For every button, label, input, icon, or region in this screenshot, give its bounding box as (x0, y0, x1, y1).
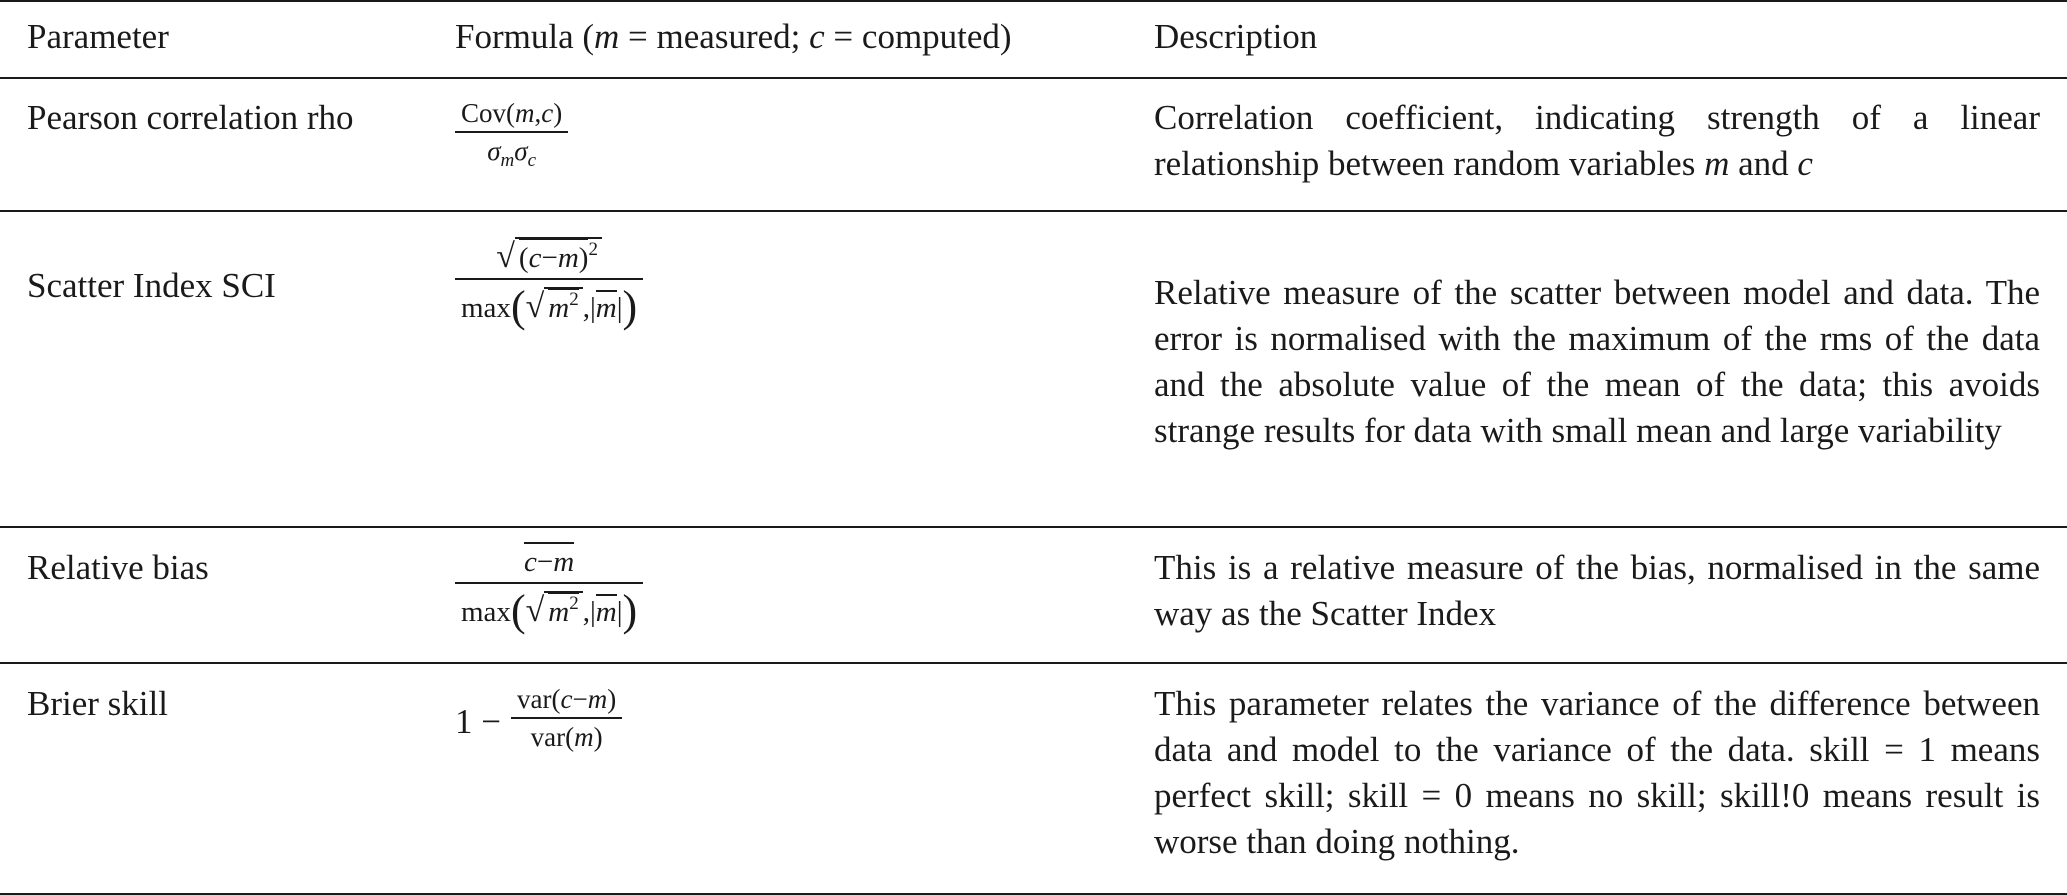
parameter-name: Brier skill (27, 684, 168, 723)
description: Correlation coefficient, indicating strength of a linear relationship between random variables m and c (1154, 98, 2040, 183)
table-header-row (0, 1, 2067, 78)
formula-scatter-index (428, 211, 1153, 527)
formula-brier-skill: 1 − $\frac{\text{var(c−m)}}{\text{var(m)}}$ (428, 663, 1153, 894)
table-row (0, 211, 2067, 527)
table-row (0, 78, 2067, 211)
formula-pearson (428, 78, 1153, 211)
header-parameter: Parameter (27, 17, 169, 56)
fraction: $\frac{c-m}{\max(√ m^2 ,|m|)}$ (455, 542, 643, 632)
fraction: $\frac{\text{Cov(m,c)}}{\sigma_m\sigma_c}$ (455, 95, 568, 179)
parameter-name: Pearson correlation rho (27, 98, 354, 137)
description: Relative measure of the scatter between model and data. The error is normalised with the maximum of the rms of the data and the absolute value of the mean of the data; this avoids strange results for data with small mean and large variability (1154, 273, 2040, 450)
header-description: Description (1154, 17, 1318, 56)
fraction: $\frac{√ (c-m)^2}{\max(√ m^2 ,|m|)}$ (455, 230, 643, 328)
parameter-name: Scatter Index SCI (27, 266, 276, 305)
parameter-name: Relative bias (27, 548, 209, 587)
header-formula: Formula (m = measured; c = computed) (455, 17, 1012, 56)
fraction: $\frac{\text{var(c−m)}}{\text{var(m)}}$ (511, 681, 622, 755)
formula-relative-bias (428, 527, 1153, 663)
table-row (0, 527, 2067, 663)
description: This is a relative measure of the bias, normalised in the same way as the Scatter Index (1154, 548, 2040, 633)
description: This parameter relates the variance of the difference between data and model to the variance of the data. skill = 1 means perfect skill; skill = 0 means no skill; skill!0 means result is worse than doing nothing. (1154, 684, 2040, 861)
table-row (0, 663, 2067, 894)
